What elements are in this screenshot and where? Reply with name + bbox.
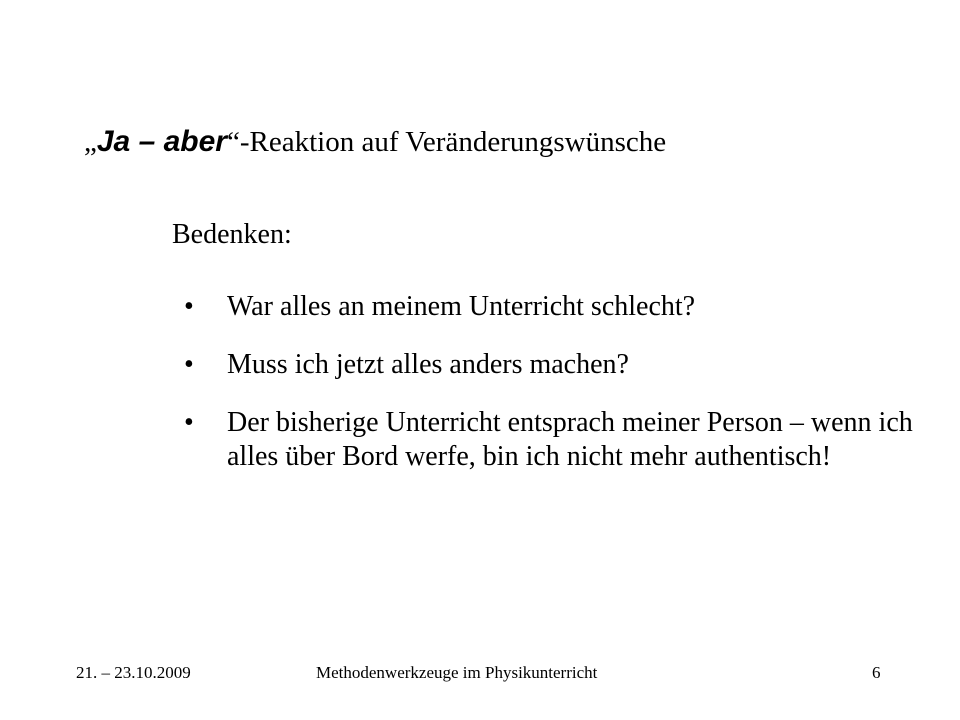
footer-page-number: 6 <box>872 663 881 682</box>
footer-title: Methodenwerkzeuge im Physikunterricht <box>316 663 598 682</box>
footer-date: 21. – 23.10.2009 <box>76 663 191 682</box>
subheading: Bedenken: <box>172 219 292 250</box>
bullet-item <box>184 290 924 324</box>
bullet-text: War alles an meinem Unterricht schlecht? <box>227 291 696 322</box>
bullet-list <box>184 290 924 474</box>
slide-title <box>84 120 904 164</box>
bullet-icon: • <box>184 291 194 322</box>
bullet-item <box>184 348 924 382</box>
bullet-item <box>184 406 924 474</box>
bullet-text: Der bisherige Unterricht entsprach meiner Person – wenn ich alles über Bord werfe, bin ich nicht mehr authentisch! <box>227 407 913 472</box>
bullet-text: Muss ich jetzt alles anders machen? <box>227 349 629 380</box>
title-rest: -Reaktion auf Veränderungswünsche <box>239 126 667 158</box>
title-quote-open: „ <box>84 126 97 158</box>
title-emphasis: Ja – aber <box>96 125 227 158</box>
bullet-icon: • <box>184 407 194 438</box>
title-quote-close: “ <box>226 126 240 158</box>
bullet-icon: • <box>184 349 194 380</box>
